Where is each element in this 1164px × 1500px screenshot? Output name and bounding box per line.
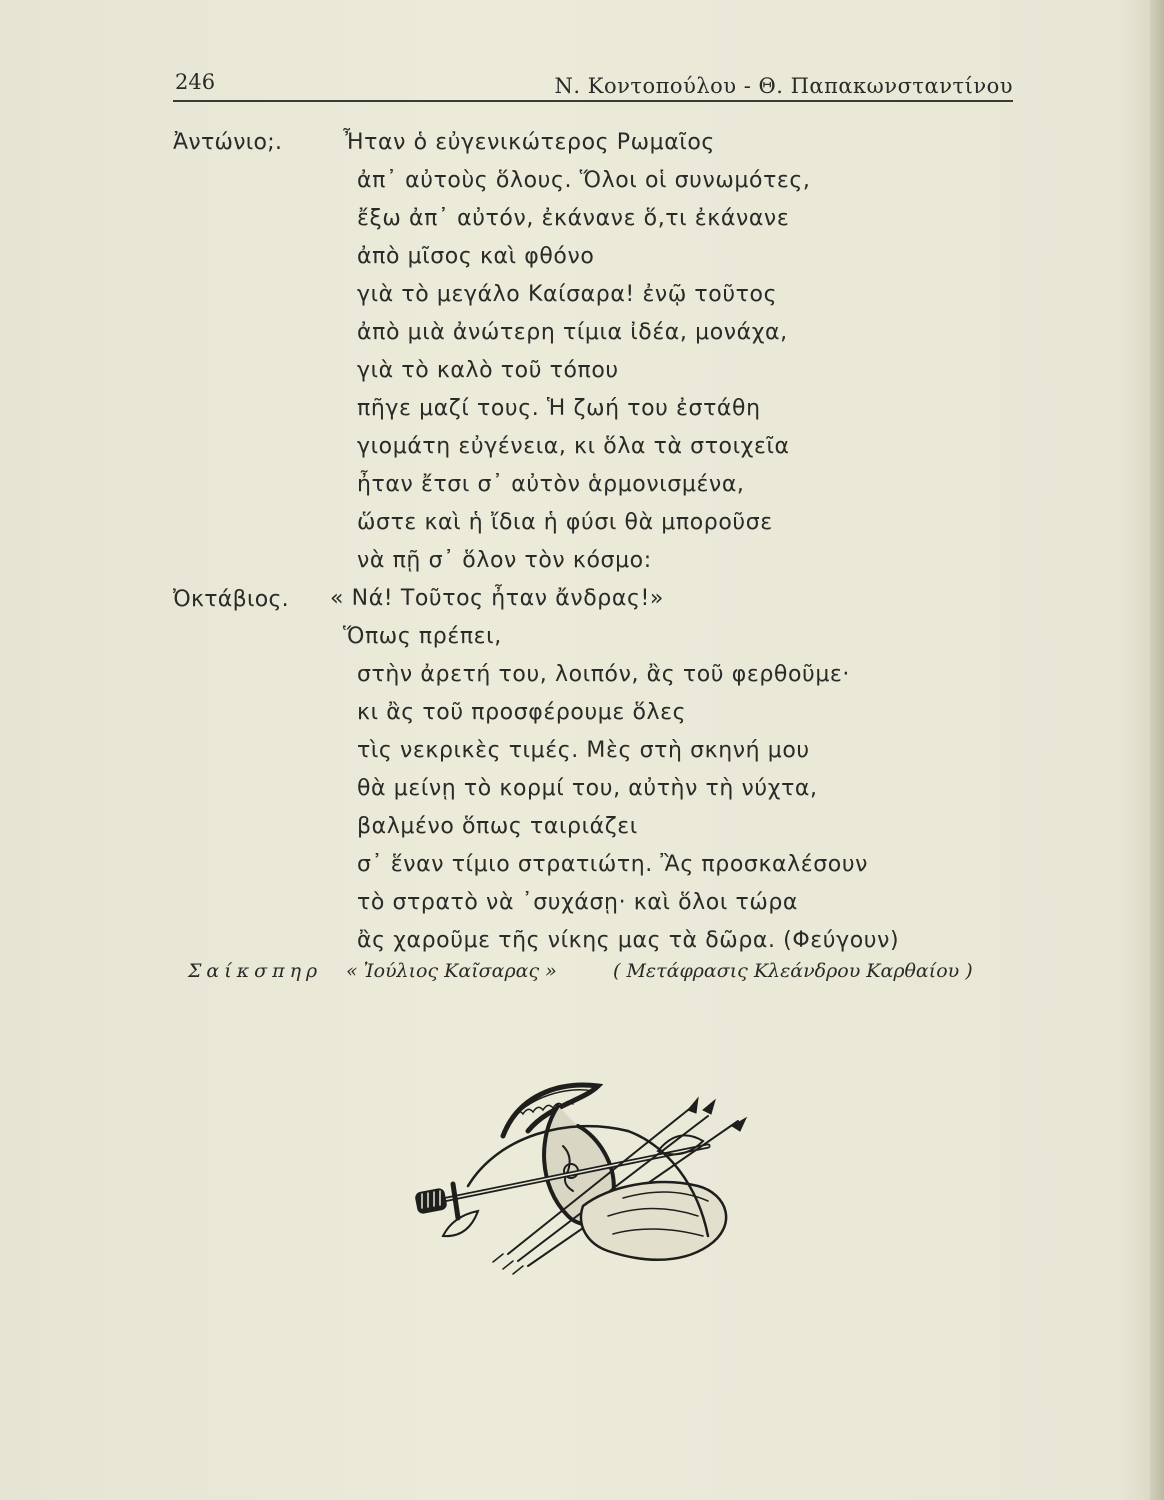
verse-line: τὶς νεκρικὲς τιμές. Μὲς στὴ σκηνή μου [357, 738, 810, 763]
verse-line: γιομάτη εὐγένεια, κι ὅλα τὰ στοιχεῖα [357, 434, 790, 459]
citation-title: « Ἰούλιος Καῖσαρας » [346, 960, 557, 982]
verse-line: Ὅπως πρέπει, [343, 624, 502, 649]
verse-line: κι ἂς τοῦ προσφέρουμε ὅλες [357, 700, 687, 725]
verse-line: ἂς χαροῦμε τῆς νίκης μας τὰ δῶρα. (Φεύγουν) [357, 928, 900, 953]
verse-line: σ᾽ ἕναν τίμιο στρατιώτη. Ἂς προσκαλέσουν [357, 852, 869, 877]
verse-line: γιὰ τὸ καλὸ τοῦ τόπου [357, 358, 619, 383]
verse-line: Ἦταν ὁ εὐγενικώτερος Ρωμαῖος [343, 130, 715, 155]
verse-line: ἀπὸ μιὰ ἀνώτερη τίμια ἰδέα, μονάχα, [357, 320, 788, 345]
running-head: Ν. Κοντοπούλου - Θ. Παπακωνσταντίνου [554, 74, 1013, 98]
verse-line: « Νά! Τοῦτος ἦταν ἄνδρας!» [330, 586, 664, 611]
verse-line: ἦταν ἔτσι σ᾽ αὐτὸν ἁρμονισμένα, [357, 472, 745, 497]
verse-line: ἀπ᾽ αὐτοὺς ὅλους. Ὅλοι οἱ συνωμότες, [357, 168, 811, 193]
verse-line: βαλμένο ὅπως ταιριάζει [357, 814, 638, 839]
verse-line: θὰ μείνῃ τὸ κορμί του, αὐτὴν τὴ νύχτα, [357, 776, 818, 801]
verse-line: ἀπὸ μῖσος καὶ φθόνο [357, 244, 595, 269]
speaker-antonius: Ἀντώνιο;. [173, 130, 283, 155]
page-number: 246 [175, 70, 216, 94]
verse-line: πῆγε μαζί τους. Ἡ ζωή του ἐστάθη [357, 396, 761, 421]
speaker-octavius: Ὀκτάβιος. [173, 587, 289, 612]
citation-translation: ( Μετάφρασις Κλεάνδρου Καρθαίου ) [613, 960, 973, 982]
helmet-sword-ornament-icon [408, 1076, 790, 1316]
verse-line: νὰ πῇ σ᾽ ὅλον τὸν κόσμο: [357, 548, 652, 573]
verse-line: γιὰ τὸ μεγάλο Καίσαρα! ἐνῷ τοῦτος [357, 282, 778, 307]
citation-author: Σαίκσπηρ [188, 960, 323, 982]
verse-line: ὥστε καὶ ἡ ἴδια ἡ φύσι θὰ μποροῦσε [357, 510, 773, 535]
verse-line: στὴν ἀρετή του, λοιπόν, ἂς τοῦ φερθοῦμε· [357, 662, 851, 687]
verse-line: τὸ στρατὸ νὰ ᾽συχάσῃ· καὶ ὅλοι τώρα [357, 890, 799, 915]
verse-line: ἔξω ἀπ᾽ αὐτόν, ἐκάνανε ὅ,τι ἐκάνανε [357, 206, 790, 231]
